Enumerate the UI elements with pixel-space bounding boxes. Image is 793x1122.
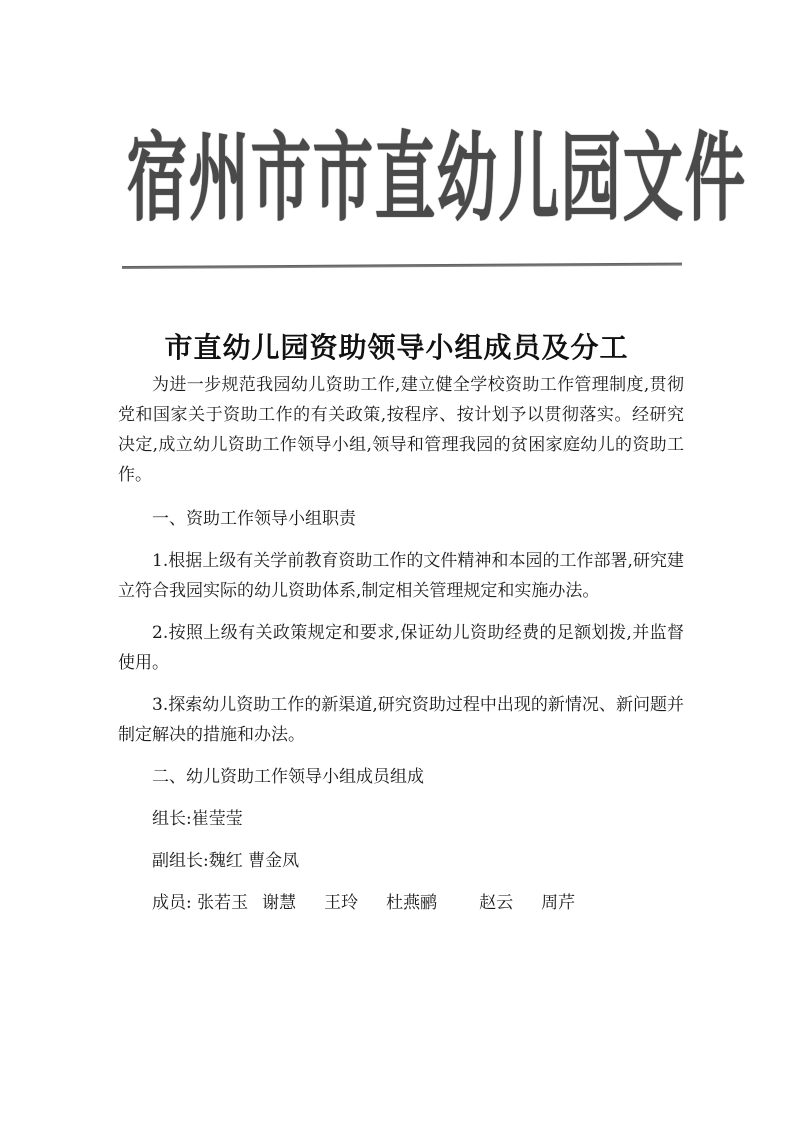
members-label: 成员:	[152, 893, 192, 913]
duty-item: 3.探索幼儿资助工作的新渠道,研究资助过程中出现的新情况、新问题并制定解决的措施和办法。	[118, 695, 684, 745]
member-name: 周芹	[541, 893, 576, 913]
masthead-char: 园	[560, 121, 622, 235]
group-leader: 组长:崔莹莹	[152, 809, 243, 829]
masthead-divider	[122, 263, 682, 269]
section-heading: 一、资助工作领导小组职责	[152, 509, 356, 529]
masthead-char: 州	[188, 121, 250, 235]
masthead-char: 儿	[498, 121, 560, 235]
member-name: 王玲	[324, 893, 359, 913]
document-title: 市直幼儿园资助领导小组成员及分工	[164, 331, 629, 364]
masthead-title	[118, 118, 746, 238]
masthead-char: 幼	[436, 121, 498, 235]
member-name: 谢慧	[262, 893, 297, 913]
document-body	[118, 370, 684, 930]
masthead-char: 文	[622, 121, 684, 235]
member-name: 张若玉	[197, 893, 249, 913]
masthead-char: 宿	[126, 121, 188, 235]
masthead-char: 直	[374, 121, 436, 235]
group-members	[118, 888, 684, 918]
group-deputy: 副组长:魏红 曹金凤	[152, 851, 300, 871]
masthead-char: 市	[312, 121, 374, 235]
intro-paragraph: 为进一步规范我园幼儿资助工作,建立健全学校资助工作管理制度,贯彻党和国家关于资助工作的有关政策,按程序、按计划予以贯彻落实。经研究决定,成立幼儿资助工作领导小组,领导和管理我园的贫困家庭幼儿的资助工作。	[118, 375, 684, 485]
duty-item: 2.按照上级有关政策规定和要求,保证幼儿资助经费的足额划拨,并监督使用。	[118, 623, 684, 673]
masthead-char: 市	[250, 121, 312, 235]
duty-item: 1.根据上级有关学前教育资助工作的文件精神和本园的工作部署,研究建立符合我园实际的幼儿资助体系,制定相关管理规定和实施办法。	[118, 551, 684, 601]
section-heading: 二、幼儿资助工作领导小组成员组成	[152, 767, 424, 787]
member-name: 杜燕鹂	[386, 893, 438, 913]
member-name: 赵云	[479, 893, 514, 913]
masthead-char: 件	[684, 121, 746, 235]
